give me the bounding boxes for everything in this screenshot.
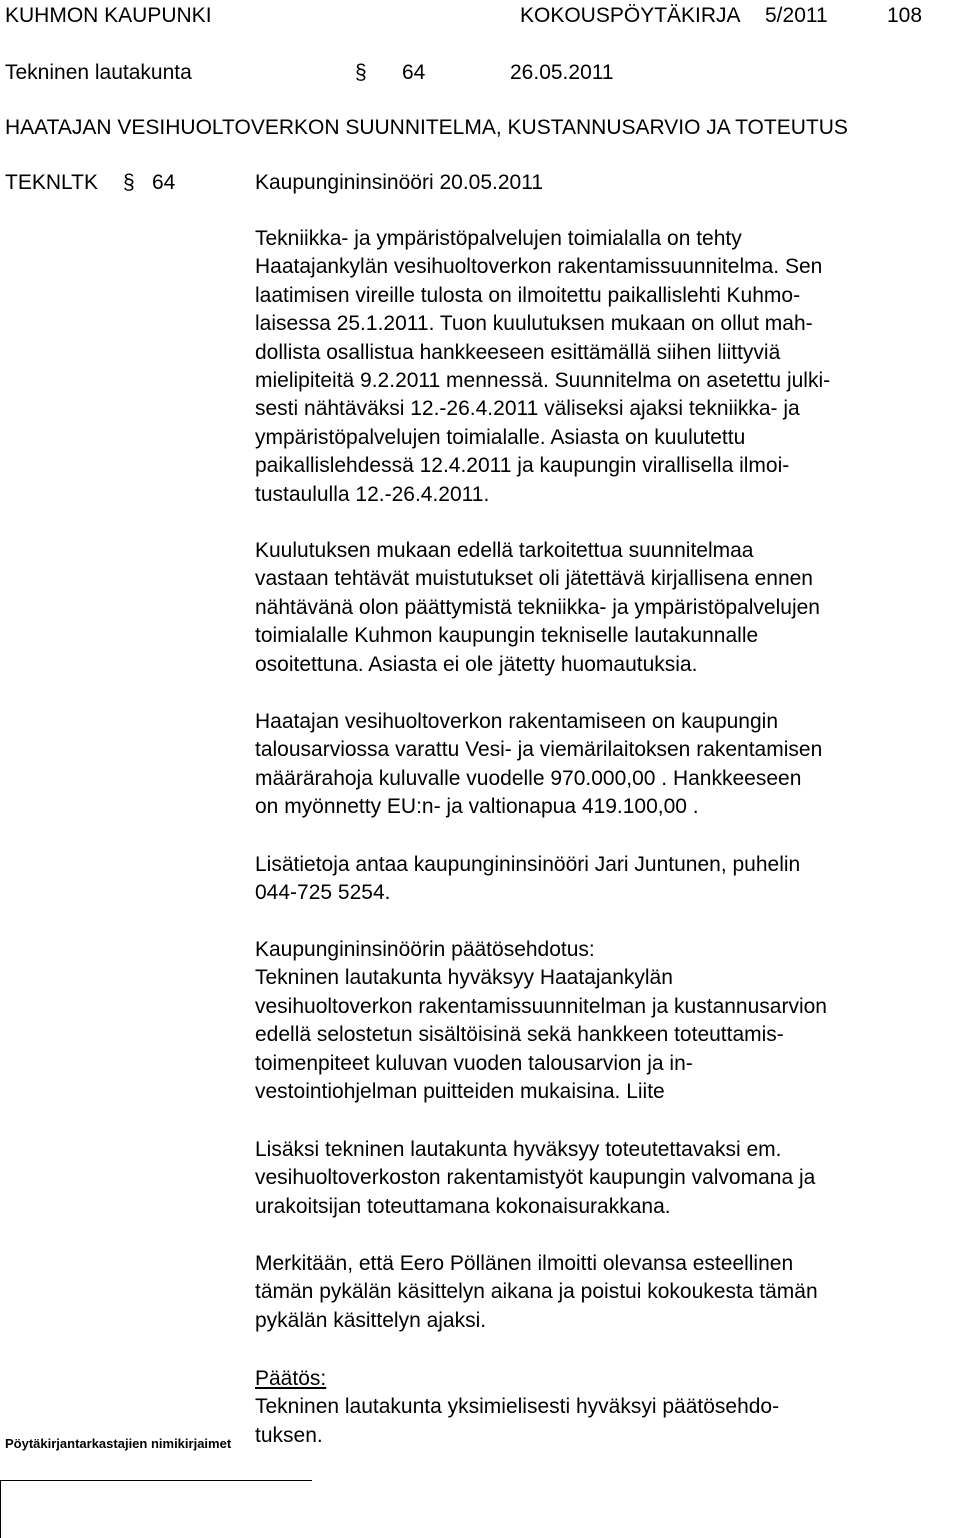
text-line: Tekninen lautakunta yksimielisesti hyväksyi päätösehdo- [255, 1395, 780, 1419]
page-number: 108 [887, 4, 923, 27]
decision-heading: Päätös: [255, 1367, 327, 1390]
text-line: urakoitsijan toteuttamana kokonaisurakkana. [255, 1194, 671, 1218]
section-number: 64 [402, 61, 426, 84]
section-sign: § [355, 61, 367, 84]
text-line: toimenpiteet kuluvan vuoden talousarvion ja in- [255, 1051, 693, 1075]
paragraph-1 [255, 225, 945, 509]
text-line: tustaululla 12.-26.4.2011. [255, 482, 490, 506]
text-line: Merkitään, että Eero Pöllänen ilmoitti olevansa esteellinen [255, 1252, 794, 1275]
text-line: ympäristöpalvelujen toimialalle. Asiasta on kuulutettu [255, 425, 746, 449]
paragraph-3 [255, 708, 945, 822]
text-line: Haatajan vesihuoltoverkon rakentamiseen on kaupungin [255, 710, 779, 733]
text-line: vesihuoltoverkoston rakentamistyöt kaupungin valvomana ja [255, 1166, 816, 1190]
text-line: Lisäksi tekninen lautakunta hyväksyy toteutettavaksi em. [255, 1138, 782, 1161]
paragraph-2 [255, 537, 945, 679]
text-line: mielipiteitä 9.2.2011 mennessä. Suunnitelma on asetettu julki- [255, 369, 831, 393]
text-line: talousarviossa varattu Vesi- ja viemärilaitoksen rakentamisen [255, 738, 823, 762]
text-line: Kuulutuksen mukaan edellä tarkoitettua suunnitelmaa [255, 539, 754, 562]
doc-number: 5/2011 [765, 4, 828, 27]
text-line: tuksen. [255, 1423, 323, 1447]
decision-section [255, 1365, 945, 1450]
paragraph-7 [255, 1250, 945, 1335]
org-name: KUHMON KAUPUNKI [5, 4, 212, 27]
committee-name: Tekninen lautakunta [5, 61, 192, 84]
signature-box-top-border [0, 1480, 312, 1481]
meeting-date: 26.05.2011 [510, 61, 614, 84]
proposal-heading: Kaupungininsinöörin päätösehdotus: [255, 938, 595, 961]
ref-section-number: 64 [152, 171, 176, 194]
text-line: nähtävänä olon päättymistä tekniikka- ja ympäristöpalvelujen [255, 595, 820, 619]
text-line: pykälän käsittelyn ajaksi. [255, 1308, 487, 1332]
doc-type: KOKOUSPÖYTÄKIRJA [520, 4, 741, 27]
page-title: HAATAJAN VESIHUOLTOVERKON SUUNNITELMA, KUSTANNUSARVIO JA TOTEUTUS [5, 116, 848, 139]
text-line: sesti nähtäväksi 12.-26.4.2011 väliseksi ajaksi tekniikka- ja [255, 397, 800, 421]
text-line: vastaan tehtävät muistutukset oli jätettävä kirjallisena ennen [255, 567, 813, 591]
text-line: Lisätietoja antaa kaupungininsinööri Jari Juntunen, puhelin [255, 853, 801, 876]
text-line: vestointiohjelman puitteiden mukaisina. Liite [255, 1080, 665, 1104]
text-line: on myönnetty EU:n- ja valtionapua 419.100,00 . [255, 795, 699, 819]
ref-author-date: Kaupungininsinööri 20.05.2011 [255, 171, 544, 194]
text-line: 044-725 5254. [255, 881, 391, 905]
paragraph-4 [255, 851, 945, 908]
text-line: tämän pykälän käsittelyn aikana ja poistui kokoukesta tämän [255, 1280, 818, 1304]
text-line: vesihuoltoverkon rakentamissuunnitelman ja kustannusarvion [255, 994, 827, 1018]
text-line: paikallislehdessä 12.4.2011 ja kaupungin virallisella ilmoi- [255, 454, 790, 478]
signature-label: Pöytäkirjantarkastajien nimikirjaimet [5, 1436, 232, 1451]
signature-box-left-border [0, 1480, 1, 1538]
text-line: Tekninen lautakunta hyväksyy Haatajankylän [255, 966, 673, 990]
text-line: Tekniikka- ja ympäristöpalvelujen toimialalla on tehty [255, 227, 742, 250]
ref-section-sign: § [123, 171, 135, 194]
text-line: dollista osallistua hankkeeseen esittämällä siihen liittyviä [255, 340, 781, 364]
paragraph-6 [255, 1136, 945, 1221]
text-line: toimialalle Kuhmon kaupungin tekniselle lautakunnalle [255, 624, 759, 648]
text-line: Haatajankylän vesihuoltoverkon rakentamissuunnitelma. Sen [255, 255, 823, 279]
text-line: laatimisen vireille tulosta on ilmoitettu paikallislehti Kuhmo- [255, 283, 801, 307]
text-line: osoitettuna. Asiasta ei ole jätetty huomautuksia. [255, 652, 698, 676]
text-line: laisessa 25.1.2011. Tuon kuulutuksen mukaan on ollut mah- [255, 312, 813, 336]
text-line: määrärahoja kuluvalle vuodelle 970.000,00 . Hankkeeseen [255, 766, 802, 790]
ref-prefix: TEKNLTK [5, 171, 98, 194]
text-line: edellä selostetun sisältöisinä sekä hankkeen toteuttamis- [255, 1023, 784, 1047]
proposal-section [255, 936, 945, 1106]
